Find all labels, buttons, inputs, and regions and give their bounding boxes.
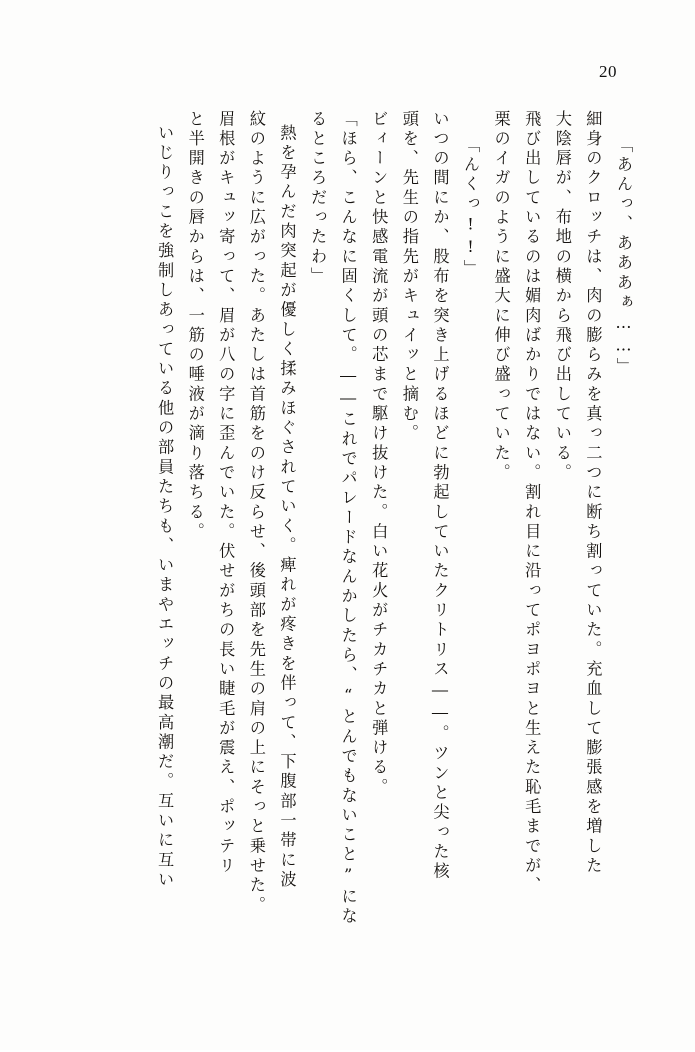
text-column: 紋のように広がった。あたしは首筋をのけ反らせ、後頭部を先生の肩の上にそっと乗せた。	[246, 110, 266, 916]
text-column: 飛び出しているのは媚肉ばかりではない。割れ目に沿ってポヨポヨと生えた恥毛までが、	[522, 110, 542, 896]
text-column: 「あんっ、あああぁ……」	[614, 136, 633, 378]
text-column: 頭を、先生の指先がキュイッと摘む。	[399, 110, 419, 445]
text-column: いつの間にか、股布を突き上げるほどに勃起していたクリトリス――。ツンと尖った核	[430, 110, 450, 882]
text-column: いじりっこを強制しあっている他の部員たちも、いまやエッチの最高潮だ。互いに互い	[155, 124, 175, 891]
text-column: 細身のクロッチは、肉の膨らみを真っ二つに断ち割っていた。充血して膨張感を増した	[583, 110, 603, 877]
text-column: 「んくっ!!」	[461, 136, 481, 280]
text-column: 熱を孕んだ肉突起が優しく揉みほぐされていく。痺れが疼きを伴って、下腹部一帯に波	[277, 124, 297, 891]
text-column: ビィーンと快感電流が頭の芯まで駆け抜けた。白い花火がチカチカと弾ける。	[369, 110, 389, 798]
text-column: 眉根がキュッ寄って、眉が八の字に歪んでいた。伏せがちの長い睫毛が震え、ポッテリ	[216, 110, 236, 877]
text-column: るところだったわ」	[308, 110, 328, 287]
text-column: 大陰唇が、布地の横から飛び出している。	[552, 110, 572, 484]
text-column: 栗のイガのように盛大に伸び盛っていた。	[491, 110, 511, 484]
page-number: 20	[599, 62, 617, 81]
text-column: と半開きの唇からは、一筋の唾液が滴り落ちる。	[185, 110, 205, 543]
body-text-block	[56, 110, 631, 1026]
text-column: 「ほら、こんなに固くして。――これでパレードなんかしたら、“とんでもないこと”にな	[338, 110, 358, 927]
